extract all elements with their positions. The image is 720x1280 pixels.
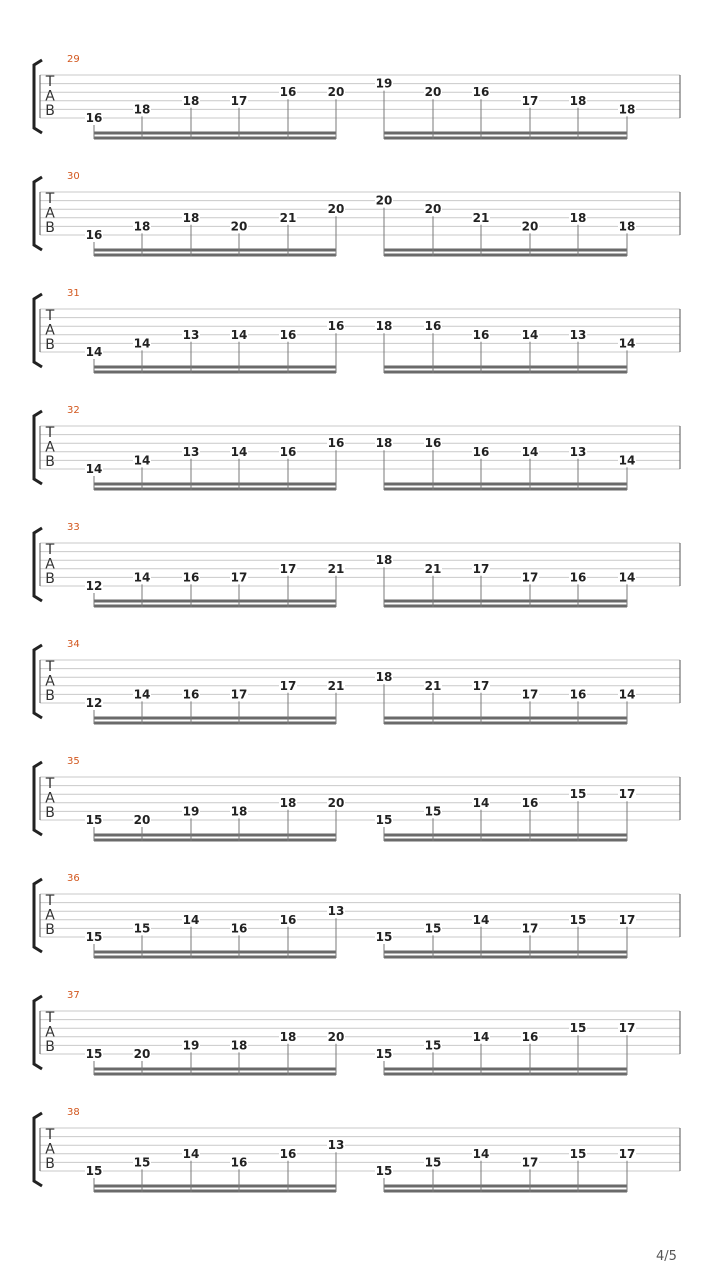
page-number: 4/5 xyxy=(656,1249,677,1264)
fret-number: 13 xyxy=(327,1138,345,1153)
fret-number: 14 xyxy=(133,570,151,585)
tab-clef-letter: A xyxy=(45,1024,55,1041)
tab-clef-letter: A xyxy=(45,907,55,924)
tab-system xyxy=(34,756,680,841)
fret-number: 17 xyxy=(618,1021,636,1036)
fret-number: 15 xyxy=(85,1047,103,1061)
fret-number: 18 xyxy=(375,319,393,334)
fret-number: 16 xyxy=(279,1146,297,1161)
tab-clef-letter: B xyxy=(45,337,55,353)
fret-number: 17 xyxy=(618,1146,636,1161)
fret-number: 21 xyxy=(424,678,442,693)
fret-number: 18 xyxy=(182,210,200,225)
fret-number: 20 xyxy=(327,85,345,100)
tab-system xyxy=(34,171,680,256)
measure-number: 33 xyxy=(67,522,80,533)
tab-clef-letter: B xyxy=(45,805,55,821)
fret-number: 18 xyxy=(133,102,151,117)
fret-number: 16 xyxy=(521,1029,539,1044)
fret-number: 15 xyxy=(375,813,393,827)
fret-number: 18 xyxy=(279,1029,297,1044)
fret-number: 21 xyxy=(327,561,345,576)
fret-number: 16 xyxy=(230,1155,248,1170)
fret-number: 19 xyxy=(182,804,200,819)
fret-number: 18 xyxy=(375,670,393,685)
fret-number: 18 xyxy=(569,93,587,108)
tab-clef-letter: T xyxy=(45,74,55,90)
fret-number: 13 xyxy=(182,327,200,342)
fret-number: 17 xyxy=(521,1155,539,1170)
measure-number: 34 xyxy=(67,639,80,650)
fret-number: 17 xyxy=(618,912,636,927)
tab-clef-letter: B xyxy=(45,103,55,119)
system-bracket xyxy=(34,996,42,1069)
fret-number: 16 xyxy=(521,795,539,810)
tab-system xyxy=(34,1107,680,1192)
fret-number: 17 xyxy=(230,93,248,108)
fret-number: 14 xyxy=(472,1029,490,1044)
tab-clef-letter: B xyxy=(45,1039,55,1055)
measure-number: 38 xyxy=(67,1107,80,1118)
fret-number: 14 xyxy=(472,912,490,927)
fret-number: 18 xyxy=(279,795,297,810)
fret-number: 15 xyxy=(424,1038,442,1053)
fret-number: 20 xyxy=(133,813,151,827)
tab-system xyxy=(34,405,680,490)
tab-clef-letter: T xyxy=(45,308,55,324)
fret-number: 15 xyxy=(85,1164,103,1178)
system-bracket xyxy=(34,60,42,133)
fret-number: 16 xyxy=(569,570,587,585)
fret-number: 20 xyxy=(327,202,345,217)
fret-number: 15 xyxy=(424,921,442,936)
tab-clef-letter: T xyxy=(45,893,55,909)
fret-number: 20 xyxy=(133,1047,151,1061)
fret-number: 15 xyxy=(85,930,103,944)
measure-number: 29 xyxy=(67,54,80,65)
fret-number: 14 xyxy=(618,687,636,702)
measure-number: 36 xyxy=(67,873,80,884)
system-bracket xyxy=(34,528,42,601)
tab-clef-letter: A xyxy=(45,88,55,105)
fret-number: 14 xyxy=(85,462,103,476)
tab-clef-letter: A xyxy=(45,673,55,690)
fret-number: 16 xyxy=(182,570,200,585)
fret-number: 17 xyxy=(521,570,539,585)
fret-number: 14 xyxy=(472,795,490,810)
fret-number: 20 xyxy=(375,193,393,208)
fret-number: 20 xyxy=(424,85,442,100)
fret-number: 16 xyxy=(327,436,345,451)
fret-number: 17 xyxy=(230,687,248,702)
fret-number: 14 xyxy=(230,327,248,342)
fret-number: 17 xyxy=(230,570,248,585)
fret-number: 18 xyxy=(182,93,200,108)
fret-number: 15 xyxy=(85,813,103,827)
fret-number: 18 xyxy=(230,804,248,819)
fret-number: 17 xyxy=(521,921,539,936)
fret-number: 15 xyxy=(569,912,587,927)
fret-number: 18 xyxy=(375,436,393,451)
fret-number: 14 xyxy=(521,327,539,342)
fret-number: 19 xyxy=(182,1038,200,1053)
fret-number: 16 xyxy=(182,687,200,702)
fret-number: 17 xyxy=(472,561,490,576)
fret-number: 15 xyxy=(375,930,393,944)
tab-clef-letter: T xyxy=(45,776,55,792)
tab-system xyxy=(34,873,680,958)
tab-system xyxy=(34,54,680,139)
tab-system xyxy=(34,990,680,1075)
fret-number: 18 xyxy=(133,219,151,234)
fret-number: 15 xyxy=(424,804,442,819)
fret-number: 15 xyxy=(133,1155,151,1170)
fret-number: 14 xyxy=(618,336,636,351)
fret-number: 21 xyxy=(472,210,490,225)
fret-number: 15 xyxy=(569,1021,587,1036)
tab-clef-letter: A xyxy=(45,205,55,222)
measure-number: 35 xyxy=(67,756,80,767)
fret-number: 17 xyxy=(279,678,297,693)
fret-number: 16 xyxy=(424,319,442,334)
tab-clef-letter: T xyxy=(45,425,55,441)
system-bracket xyxy=(34,879,42,952)
tab-system xyxy=(34,288,680,373)
fret-number: 16 xyxy=(472,85,490,100)
fret-number: 17 xyxy=(472,678,490,693)
fret-number: 21 xyxy=(279,210,297,225)
fret-number: 16 xyxy=(327,319,345,334)
fret-number: 20 xyxy=(327,795,345,810)
tab-clef-letter: A xyxy=(45,790,55,807)
fret-number: 14 xyxy=(133,453,151,468)
fret-number: 18 xyxy=(375,553,393,568)
measure-number: 30 xyxy=(67,171,80,182)
tab-clef-letter: T xyxy=(45,1010,55,1026)
measure-number: 32 xyxy=(67,405,80,416)
system-bracket xyxy=(34,411,42,484)
tab-clef-letter: A xyxy=(45,439,55,456)
fret-number: 17 xyxy=(521,687,539,702)
fret-number: 17 xyxy=(279,561,297,576)
fret-number: 15 xyxy=(569,787,587,802)
system-bracket xyxy=(34,1113,42,1186)
tab-clef-letter: T xyxy=(45,659,55,675)
fret-number: 18 xyxy=(618,219,636,234)
fret-number: 13 xyxy=(327,904,345,919)
tab-clef-letter: A xyxy=(45,1141,55,1158)
tab-clef-letter: B xyxy=(45,922,55,938)
fret-number: 14 xyxy=(85,345,103,359)
measure-number: 37 xyxy=(67,990,80,1001)
fret-number: 15 xyxy=(375,1047,393,1061)
tab-system xyxy=(34,522,680,607)
fret-number: 16 xyxy=(424,436,442,451)
fret-number: 19 xyxy=(375,76,393,91)
fret-number: 16 xyxy=(279,912,297,927)
fret-number: 12 xyxy=(85,696,103,710)
tab-clef-letter: T xyxy=(45,1127,55,1143)
fret-number: 14 xyxy=(618,570,636,585)
fret-number: 14 xyxy=(133,687,151,702)
fret-number: 14 xyxy=(133,336,151,351)
fret-number: 16 xyxy=(279,327,297,342)
fret-number: 20 xyxy=(327,1029,345,1044)
fret-number: 16 xyxy=(569,687,587,702)
system-bracket xyxy=(34,294,42,367)
fret-number: 18 xyxy=(230,1038,248,1053)
system-bracket xyxy=(34,762,42,835)
fret-number: 13 xyxy=(569,444,587,459)
fret-number: 15 xyxy=(569,1146,587,1161)
fret-number: 13 xyxy=(569,327,587,342)
tab-system xyxy=(34,639,680,724)
fret-number: 14 xyxy=(472,1146,490,1161)
fret-number: 14 xyxy=(182,1146,200,1161)
fret-number: 14 xyxy=(230,444,248,459)
fret-number: 16 xyxy=(472,444,490,459)
fret-number: 21 xyxy=(327,678,345,693)
measure-number: 31 xyxy=(67,288,80,299)
fret-number: 15 xyxy=(375,1164,393,1178)
tab-clef-letter: T xyxy=(45,191,55,207)
fret-number: 13 xyxy=(182,444,200,459)
fret-number: 16 xyxy=(85,111,103,125)
fret-number: 16 xyxy=(85,228,103,242)
fret-number: 16 xyxy=(279,444,297,459)
fret-number: 20 xyxy=(424,202,442,217)
tab-clef-letter: T xyxy=(45,542,55,558)
fret-number: 14 xyxy=(182,912,200,927)
system-bracket xyxy=(34,645,42,718)
fret-number: 17 xyxy=(618,787,636,802)
fret-number: 20 xyxy=(230,219,248,234)
fret-number: 16 xyxy=(472,327,490,342)
fret-number: 18 xyxy=(618,102,636,117)
fret-number: 17 xyxy=(521,93,539,108)
fret-number: 14 xyxy=(618,453,636,468)
tab-clef-letter: A xyxy=(45,556,55,573)
fret-number: 21 xyxy=(424,561,442,576)
fret-number: 15 xyxy=(424,1155,442,1170)
fret-number: 12 xyxy=(85,579,103,593)
fret-number: 18 xyxy=(569,210,587,225)
tab-clef-letter: B xyxy=(45,220,55,236)
tab-clef-letter: B xyxy=(45,571,55,587)
fret-number: 14 xyxy=(521,444,539,459)
tab-clef-letter: B xyxy=(45,454,55,470)
fret-number: 15 xyxy=(133,921,151,936)
tab-clef-letter: B xyxy=(45,1156,55,1172)
tab-clef-letter: B xyxy=(45,688,55,704)
fret-number: 16 xyxy=(230,921,248,936)
system-bracket xyxy=(34,177,42,250)
fret-number: 16 xyxy=(279,85,297,100)
fret-number: 20 xyxy=(521,219,539,234)
tab-clef-letter: A xyxy=(45,322,55,339)
